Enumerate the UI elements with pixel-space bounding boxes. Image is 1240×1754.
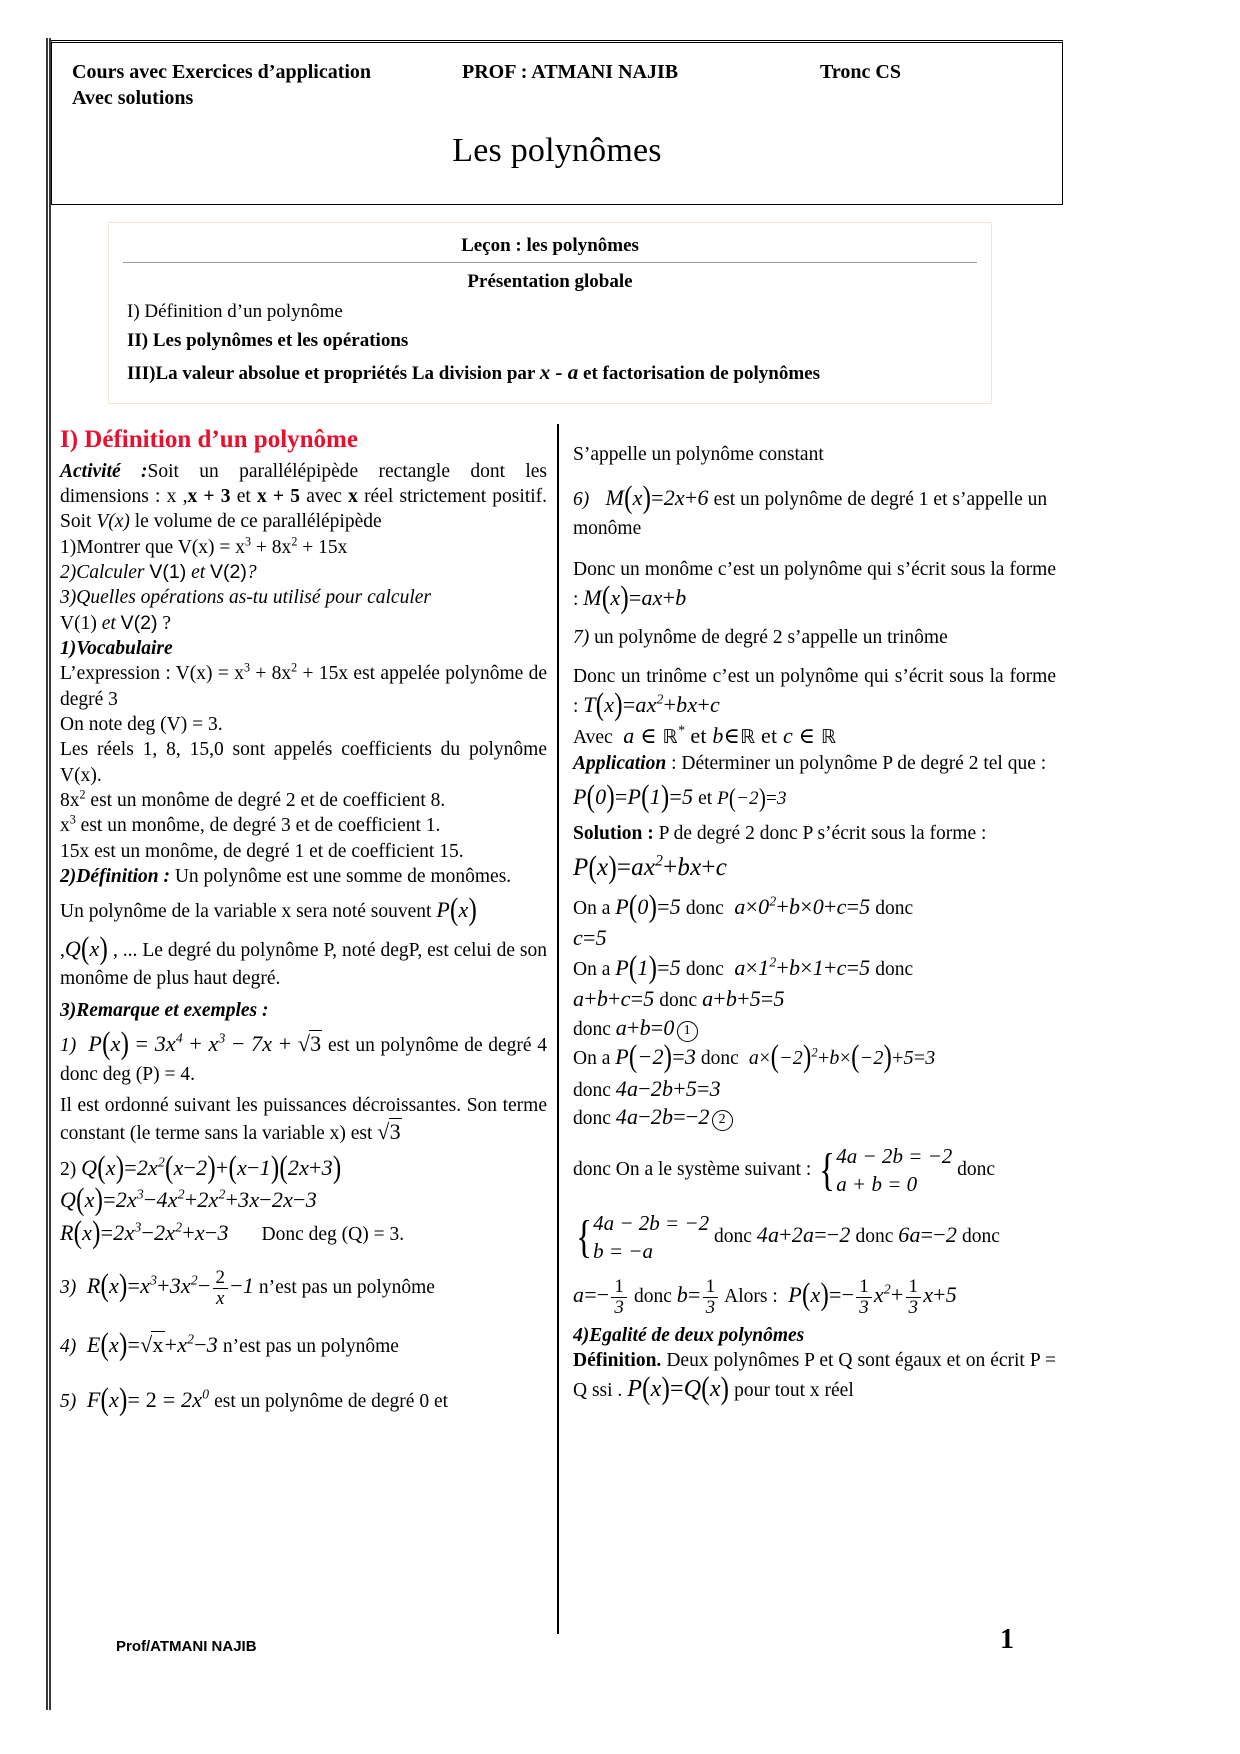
step-6-eq: 4a−2b+5=3 xyxy=(615,1075,721,1101)
right-column xyxy=(557,424,1062,1634)
question-3-v1: V(1) xyxy=(60,612,97,634)
vocab-l1-b: + 8x xyxy=(250,663,292,685)
vocabulary-line-6: 15x est un monôme, de degré 1 et de coefficient 15. xyxy=(60,840,464,862)
outline-subtitle: Présentation globale xyxy=(467,271,633,292)
activity-dim-x5: x + 5 xyxy=(256,485,300,507)
system-1-rows xyxy=(836,1142,952,1199)
example-5-number: 5) xyxy=(60,1390,77,1412)
vocab-l4-exp: 2 xyxy=(79,787,86,802)
example-6-formula: M(x)=2x+6 xyxy=(594,481,709,516)
step-1-donc2: donc xyxy=(875,897,914,919)
step-10-a-value: a=− $\frac{1}{3}$ xyxy=(573,1282,629,1307)
notation-comma: , xyxy=(60,939,65,961)
vocab-l1-a: L’expression : V(x) = x xyxy=(60,663,244,685)
application-label: Application xyxy=(573,752,667,774)
step-4 xyxy=(573,1014,1056,1043)
header-subtitle: Avec solutions xyxy=(72,87,194,110)
activity-avec: avec xyxy=(306,485,342,507)
step-2 xyxy=(573,953,1056,986)
step-1-eq: $a\times 0^2+b\times 0+c=5$ xyxy=(728,893,871,919)
question-3-q: ? xyxy=(162,612,172,634)
vocab-l1-exp2: 2 xyxy=(291,660,298,675)
example-1 xyxy=(60,1029,547,1087)
step-9-eq1: 4a+2a=−2 xyxy=(756,1221,851,1247)
activity-text-3: le volume de ce parallélépipède xyxy=(134,511,382,533)
step-5-donc: donc xyxy=(700,1048,739,1070)
activity-dim-x3: x + 3 xyxy=(187,485,231,507)
example-2-number: 2) xyxy=(60,1158,77,1180)
step-2-donc: donc xyxy=(685,958,724,980)
example-2-line-2 xyxy=(60,1185,547,1218)
example-5 xyxy=(60,1385,547,1418)
content-columns xyxy=(52,424,1062,1634)
question-3-v2: V(2) xyxy=(120,611,158,634)
system-1 xyxy=(816,1142,952,1199)
question-2-a: 2)Calculer xyxy=(60,561,145,583)
activity-label: Activité : xyxy=(60,460,148,482)
equality-definition xyxy=(573,1348,1056,1406)
activity-et: et xyxy=(236,485,251,507)
solution-formula: $P(x)=ax^2+bx+c$ xyxy=(573,851,728,886)
example-1-note xyxy=(60,1093,547,1147)
example-5-text: est un polynôme de degré 0 et xyxy=(214,1390,449,1412)
step-1-a: On a xyxy=(573,897,611,919)
system-2-row-2: b = −a xyxy=(593,1239,653,1263)
question-3: 3)Quelles opérations as-tu utilisé pour calculer xyxy=(60,587,431,609)
activity-paragraph xyxy=(60,459,547,535)
system-2-brace: { xyxy=(576,1210,593,1262)
step-3-eq2: a+b+5=5 xyxy=(702,986,785,1012)
outline-item-1: I) Définition d’un polynôme xyxy=(127,301,343,322)
vocab-l4-text: est un monôme de degré 2 et de coefficient 8. xyxy=(85,789,446,811)
page-title: Les polynômes xyxy=(452,131,662,169)
equality-def-label: Définition. xyxy=(573,1350,662,1372)
constant-polynomial-line: S’appelle un polynôme constant xyxy=(573,444,824,465)
header-top-row xyxy=(52,43,1062,85)
application-conditions xyxy=(573,782,1056,815)
solution-text: P de degré 2 donc P s’écrit sous la forme : xyxy=(658,822,987,844)
vocab-l5-exp: 3 xyxy=(69,812,76,827)
outline-item-3-before: III)La valeur absolue et propriétés La division par xyxy=(127,362,536,384)
vocab-l1-c: + 15x est appelée polynôme de degré 3 xyxy=(60,663,547,710)
step-1-cond: P(0)=5 xyxy=(615,889,681,924)
example-4-number: 4) xyxy=(60,1336,77,1358)
example-6 xyxy=(573,483,1056,541)
step-5 xyxy=(573,1042,1056,1075)
example-5-formula: $F(x)= 2 = 2x^0$ xyxy=(81,1383,210,1417)
outline-item-3 xyxy=(123,356,977,389)
system-2-row-1: 4a − 2b = −2 xyxy=(593,1210,710,1235)
equality-formula: P(x)=Q(x) xyxy=(627,1372,730,1406)
step-2-eq: $a\times 1^2+b\times 1+c=5$ xyxy=(728,954,871,980)
notation-px: P(x) xyxy=(436,893,478,928)
example-2-formula-3: $R(x)=2x^3-2x^2+x-3$ xyxy=(60,1216,229,1250)
system-2-rows xyxy=(593,1209,709,1266)
question-1-c: + 15x xyxy=(297,536,348,558)
example-4-formula: $E(x)=√x+x^2-3$ xyxy=(81,1328,218,1363)
step-1-donc: donc xyxy=(685,897,724,919)
question-2 xyxy=(60,560,547,585)
example-3 xyxy=(60,1268,547,1308)
solution-general-form xyxy=(573,852,1056,886)
vocabulary-line-4 xyxy=(60,788,547,813)
condition-2: P(−2)=3 xyxy=(717,782,787,813)
header-course-title: Cours avec Exercices d’application xyxy=(72,61,372,83)
example-2-degree: Donc deg (Q) = 3. xyxy=(261,1223,405,1245)
question-1-exp2: 2 xyxy=(291,534,298,549)
vocabulary-line-2: On note deg (V) = 3. xyxy=(60,713,223,735)
example-1-formula: $P(x) = 3x^4 + x^3 - 7x + √3$ xyxy=(81,1027,322,1062)
system-1-brace: { xyxy=(819,1143,836,1195)
equality-def-text: Deux polynômes P et Q sont égaux et on écrit P = Q ssi . xyxy=(573,1350,1057,1401)
system-solve xyxy=(573,1209,1056,1266)
step-9-eq2: 6a=−2 xyxy=(898,1221,958,1247)
condition-1: P(0)=P(1)=5 xyxy=(573,780,694,815)
question-1 xyxy=(60,535,547,560)
notation-line-2 xyxy=(60,934,547,992)
header-level: Tronc CS xyxy=(820,61,901,83)
equality-heading: 4)Egalité de deux polynômes xyxy=(573,1325,805,1347)
vocab-l5-text: est un monôme, de degré 3 et de coefficient 1. xyxy=(75,815,441,837)
example-1-note-text: Il est ordonné suivant les puissances décroissantes. Son terme constant (le terme sans la variable x) est xyxy=(60,1094,547,1145)
trinomial-formula: $T(x)=ax^2+bx+c$ xyxy=(583,688,720,722)
system-intro xyxy=(573,1142,1056,1199)
system-intro-donc: donc xyxy=(957,1158,996,1180)
example-1-note-sqrt: √3 xyxy=(377,1119,401,1145)
example-1-number: 1) xyxy=(60,1035,77,1057)
definition-label: 2)Définition : xyxy=(60,866,170,887)
monomial-formula: M(x)=ax+b xyxy=(583,580,687,615)
example-7-number: 7) xyxy=(573,627,590,649)
step-2-donc2: donc xyxy=(875,958,914,980)
example-3-formula: $R(x)=x^3+3x^2-$ $\frac{2}{x}$ −1 xyxy=(81,1267,255,1309)
step-10-donc: donc xyxy=(634,1286,672,1308)
avec-label: Avec xyxy=(573,727,613,749)
example-7 xyxy=(573,625,1056,650)
example-3-text: n’est pas un polynôme xyxy=(258,1277,435,1299)
example-2-formula-2: $Q(x)=2x^3-4x^2+2x^2+3x-2x-3$ xyxy=(60,1183,317,1218)
activity-text-2: réel strictement positif. Soit xyxy=(60,485,548,533)
outline-item-3-math: x - a xyxy=(539,359,579,384)
left-column xyxy=(52,424,557,1634)
step-7-donc: donc xyxy=(573,1108,611,1130)
step-1 xyxy=(573,889,1056,925)
step-6-donc: donc xyxy=(573,1079,611,1101)
monomial-definition xyxy=(573,557,1056,615)
notation-text-a: Un polynôme de la variable x sera noté souvent xyxy=(60,901,432,923)
notation-text-c: , ... Le degré du polynôme P, noté degP, est celui de son monôme de plus haut degré. xyxy=(60,939,548,990)
step-1-result xyxy=(573,924,1056,953)
step-9-donc1: donc xyxy=(713,1225,752,1247)
footer-author: Prof/ATMANI NAJIB xyxy=(116,1638,257,1655)
step-9-donc3: donc xyxy=(961,1225,1000,1247)
vocabulary-line-1 xyxy=(60,661,547,712)
page-number: 1 xyxy=(1000,1624,1014,1655)
lesson-outline-panel xyxy=(108,222,992,404)
example-4-text: n’est pas un polynôme xyxy=(222,1336,399,1358)
step-7 xyxy=(573,1103,1056,1132)
remark-heading: 3)Remarque et exemples : xyxy=(60,999,269,1021)
header-professor: PROF : ATMANI NAJIB xyxy=(462,61,679,83)
activity-vx: V(x) xyxy=(96,511,130,533)
example-1-text: est un polynôme de degré 4 donc deg (P) = 4. xyxy=(60,1035,547,1085)
system-1-row-1: 4a − 2b = −2 xyxy=(836,1143,953,1168)
step-5-cond: P(−2)=3 xyxy=(615,1040,697,1075)
question-1-b: + 8x xyxy=(251,536,292,558)
trinomial-definition xyxy=(573,664,1056,722)
example-4 xyxy=(60,1330,547,1363)
question-2-et: et xyxy=(191,561,206,583)
question-3-et: et xyxy=(101,612,116,634)
vocab-l5-term: x xyxy=(60,815,70,837)
example-6-text: est un polynôme de degré 1 et s’appelle un monôme xyxy=(573,489,1048,539)
activity-text-1: Soit un parallélépipède rectangle dont les dimensions : x , xyxy=(60,460,547,507)
vocab-l4-term: 8x xyxy=(60,789,80,811)
example-2-line-1 xyxy=(60,1153,547,1186)
step-7-eq: 4a−2b=−2 xyxy=(615,1104,710,1130)
application-text: : Déterminer un polynôme P de degré 2 tel que : xyxy=(671,752,1047,774)
equation-marker-1: 1 xyxy=(677,1021,698,1042)
step-3 xyxy=(573,985,1056,1014)
example-6-number: 6) xyxy=(573,489,590,511)
system-2 xyxy=(573,1209,709,1266)
activity-var-x: x xyxy=(348,485,358,507)
notation-line-1 xyxy=(60,895,547,928)
question-1-a: 1)Montrer que V(x) = x xyxy=(60,536,246,558)
system-1-row-2: a + b = 0 xyxy=(836,1172,918,1197)
condition-et: et xyxy=(698,788,713,810)
coefficient-domain-math: a ∈ ℝ* et b∈ℝ et c ∈ ℝ xyxy=(617,722,837,749)
step-10 xyxy=(573,1277,1056,1317)
header-box xyxy=(51,40,1063,205)
step-10-b-value: b= $\frac{1}{3}$ xyxy=(677,1282,721,1307)
trinomial-text: Donc un trinôme c’est un polynôme qui s’écrit sous la forme : xyxy=(573,666,1056,717)
example-2-line-3 xyxy=(60,1218,547,1251)
solution-paragraph xyxy=(573,821,1056,846)
step-4-eq: a+b=0 xyxy=(615,1014,675,1040)
step-9-donc2: donc xyxy=(855,1225,894,1247)
example-2-formula-1: $Q(x)=2x^2(x-2)+(x-1)(2x+3)$ xyxy=(81,1151,342,1185)
question-3-cont xyxy=(60,611,547,636)
vocabulary-heading: 1)Vocabulaire xyxy=(60,637,173,659)
vocab-l1-exp1: 3 xyxy=(243,660,250,675)
system-intro-text: donc On a le système suivant : xyxy=(573,1158,812,1180)
step-5-eq: $a\times(-2)^2+b\times(-2)+5=3$ xyxy=(743,1040,936,1075)
solution-label: Solution : xyxy=(573,822,654,844)
vocabulary-line-5 xyxy=(60,813,547,838)
step-1-c-value: c=5 xyxy=(573,925,607,950)
notation-qx: Q(x) xyxy=(64,932,108,967)
vocabulary-line-3: Les réels 1, 8, 15,0 sont appelés coefficients du polynôme V(x). xyxy=(60,739,547,786)
outline-title: Leçon : les polynômes xyxy=(123,235,977,263)
monomial-text: Donc un monôme c’est un polynôme qui s’écrit sous la forme : xyxy=(573,559,1056,610)
definition-paragraph xyxy=(60,864,547,889)
outline-item-3-after: et factorisation de polynômes xyxy=(583,362,820,384)
step-3-donc: donc xyxy=(659,990,698,1012)
example-7-text: un polynôme de degré 2 s’appelle un trinôme xyxy=(594,627,948,649)
definition-text: Un polynôme est une somme de monômes. xyxy=(174,866,512,887)
step-3-eq1: a+b+c=5 xyxy=(573,986,655,1012)
step-10-alors: Alors : xyxy=(724,1286,778,1308)
question-1-exp1: 3 xyxy=(245,534,252,549)
step-4-donc: donc xyxy=(573,1018,611,1040)
step-5-a: On a xyxy=(573,1048,611,1070)
equation-marker-2: 2 xyxy=(712,1110,733,1131)
outline-item-2: II) Les polynômes et les opérations xyxy=(127,330,409,352)
step-2-cond: P(1)=5 xyxy=(615,951,681,985)
application-paragraph xyxy=(573,751,1056,776)
section-1-heading: I) Définition d’un polynôme xyxy=(60,426,358,453)
step-6 xyxy=(573,1075,1056,1104)
example-3-number: 3) xyxy=(60,1277,77,1299)
step-10-final-polynomial: P(x)=− $\frac{1}{3}$ $x^2+$ $\frac{1}{3}$ x+5 xyxy=(782,1276,957,1318)
question-2-v1: V(1) xyxy=(149,560,187,583)
coefficient-domain-line xyxy=(573,722,1056,751)
question-2-v2: V(2) xyxy=(210,560,247,583)
equality-def-tail: pour tout x réel xyxy=(734,1379,854,1401)
step-2-a: On a xyxy=(573,958,611,980)
question-2-q: ? xyxy=(246,561,257,583)
